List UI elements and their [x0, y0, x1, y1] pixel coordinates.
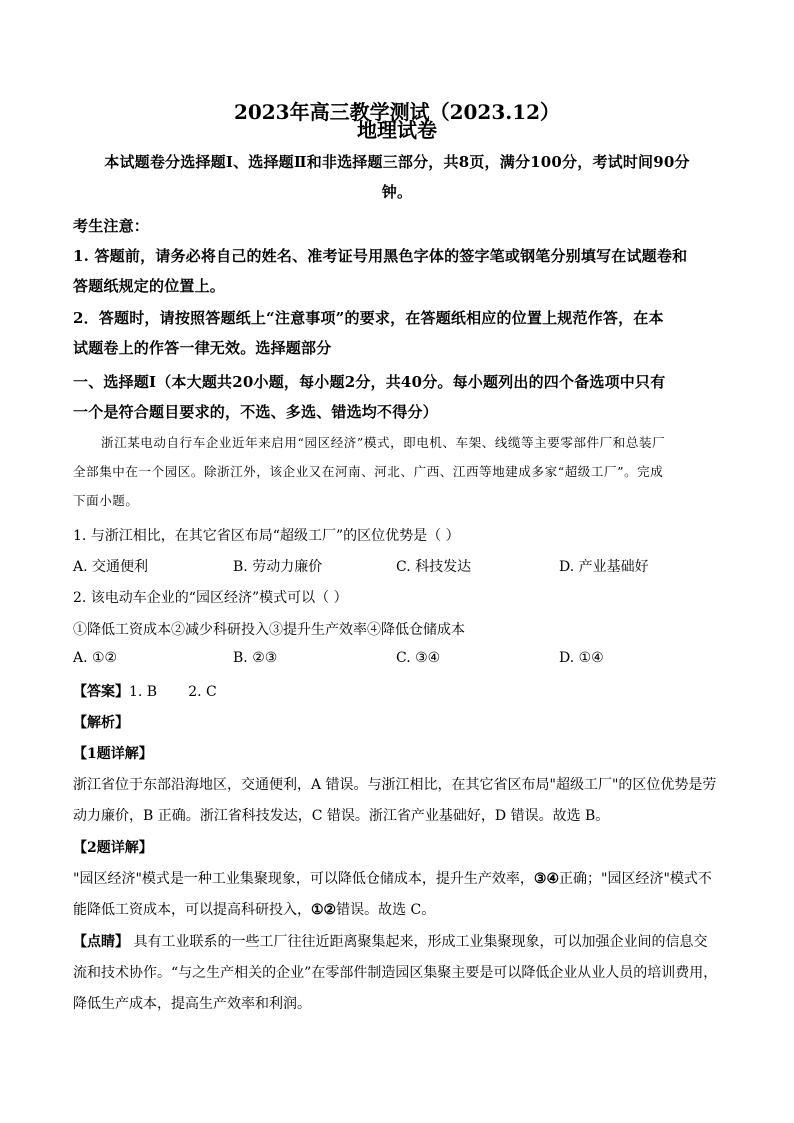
answer-text: 1. B 2. C — [129, 684, 217, 700]
detail-2-line-2-part-c: 错误。故选 C。 — [336, 902, 436, 918]
material-line-2: 全部集中在一个园区。除浙江外，该企业又在河南、河北、广西、江西等地建成多家“超级工厂”。完成 — [73, 464, 664, 479]
tip-line-1 — [73, 931, 722, 951]
detail-1-line-1: 浙江省位于东部沿海地区，交通便利，A 错误。与浙江相比，在其它省区布局"超级工厂"的区位优势是劳 — [73, 777, 717, 793]
question-2-option-b: B. ②③ — [233, 650, 278, 666]
answer-tag: 【答案】 — [73, 684, 129, 700]
tip-tag: 【点睛】 — [73, 934, 129, 950]
notice-heading: 考生注意： — [73, 217, 150, 235]
notice-item-1-line-1: 1. 答题前，请务必将自己的姓名、准考证号用黑色字体的签字笔或钢笔分别填写在试题卷和 — [73, 247, 688, 265]
detail-2-line-1-part-a: "园区经济"模式是一种工业集聚现象，可以降低仓储成本，提升生产效率， — [73, 871, 534, 887]
section-heading-line-2: 一个是符合题目要求的，不选、多选、错选均不得分） — [73, 403, 438, 421]
notice-item-2-line-2: 试题卷上的作答一律无效。选择题部分 — [73, 339, 332, 357]
detail-1-line-2: 动力廉价，B 正确。浙江省科技发达，C 错误。浙江省产业基础好，D 错误。故选 B。 — [73, 808, 610, 824]
detail-2-line-1 — [73, 868, 722, 888]
detail-2-line-2 — [73, 899, 722, 919]
question-1-option-a: A. 交通便利 — [73, 559, 149, 575]
detail-2-line-2-circled: ①② — [311, 902, 337, 918]
intro-line-1: 本试题卷分选择题Ⅰ、选择题Ⅱ和非选择题三部分，共8页，满分100分，考试时间90分 — [104, 153, 690, 171]
question-2-option-c: C. ③④ — [396, 650, 441, 666]
notice-item-2-line-1: 2．答题时，请按照答题纸上“注意事项”的要求，在答题纸相应的位置上规范作答，在本 — [73, 309, 664, 327]
intro-line-2: 钟。 — [381, 183, 413, 201]
answer-line — [73, 681, 722, 701]
exam-subject: 地理试卷 — [357, 118, 437, 142]
tip-line-1-text: 具有工业联系的一些工厂往往近距离聚集起来，形成工业集聚现象，可以加强企业间的信息交 — [129, 934, 708, 950]
tip-line-2: 流和技术协作。“与之生产相关的企业”在零部件制造园区集聚主要是可以降低企业从业人员的培训费用， — [73, 965, 718, 981]
section-heading-line-1: 一、选择题Ⅰ（本大题共20小题，每小题2分，共40分。每小题列出的四个备选项中只有 — [73, 373, 666, 391]
question-1-stem: 1. 与浙江相比，在其它省区布局“超级工厂”的区位优势是（ ） — [73, 528, 460, 544]
detail-2-tag: 【2题详解】 — [73, 840, 153, 856]
detail-2-line-1-circled: ③④ — [533, 871, 559, 887]
question-2-choices: ①降低工资成本②减少科研投入③提升生产效率④降低仓储成本 — [73, 622, 465, 638]
material-line-1: 浙江某电动自行车企业近年来启用“园区经济”模式，即电机、车架、线缆等主要零部件厂和总装厂 — [101, 435, 666, 450]
question-1-option-d: D. 产业基础好 — [559, 559, 649, 575]
notice-item-1-line-2: 答题纸规定的位置上。 — [73, 277, 226, 295]
question-1-option-b: B. 劳动力廉价 — [233, 559, 323, 575]
detail-2-line-2-part-a: 能降低工资成本，可以提高科研投入， — [73, 902, 311, 918]
tip-line-3: 降低生产成本，提高生产效率和利润。 — [73, 996, 311, 1012]
material-line-3: 下面小题。 — [73, 493, 139, 508]
question-2-option-a: A. ①② — [73, 650, 118, 666]
question-2-option-d: D. ①④ — [559, 650, 604, 666]
detail-1-tag: 【1题详解】 — [73, 746, 153, 762]
analysis-tag: 【解析】 — [73, 715, 129, 731]
question-2-stem: 2. 该电动车企业的“园区经济”模式可以（ ） — [73, 590, 348, 606]
detail-2-line-1-part-c: 正确；"园区经济"模式不 — [559, 871, 712, 887]
question-1-option-c: C. 科技发达 — [396, 559, 472, 575]
exam-title: 2023年高三教学测试（2023.12） — [233, 100, 561, 124]
